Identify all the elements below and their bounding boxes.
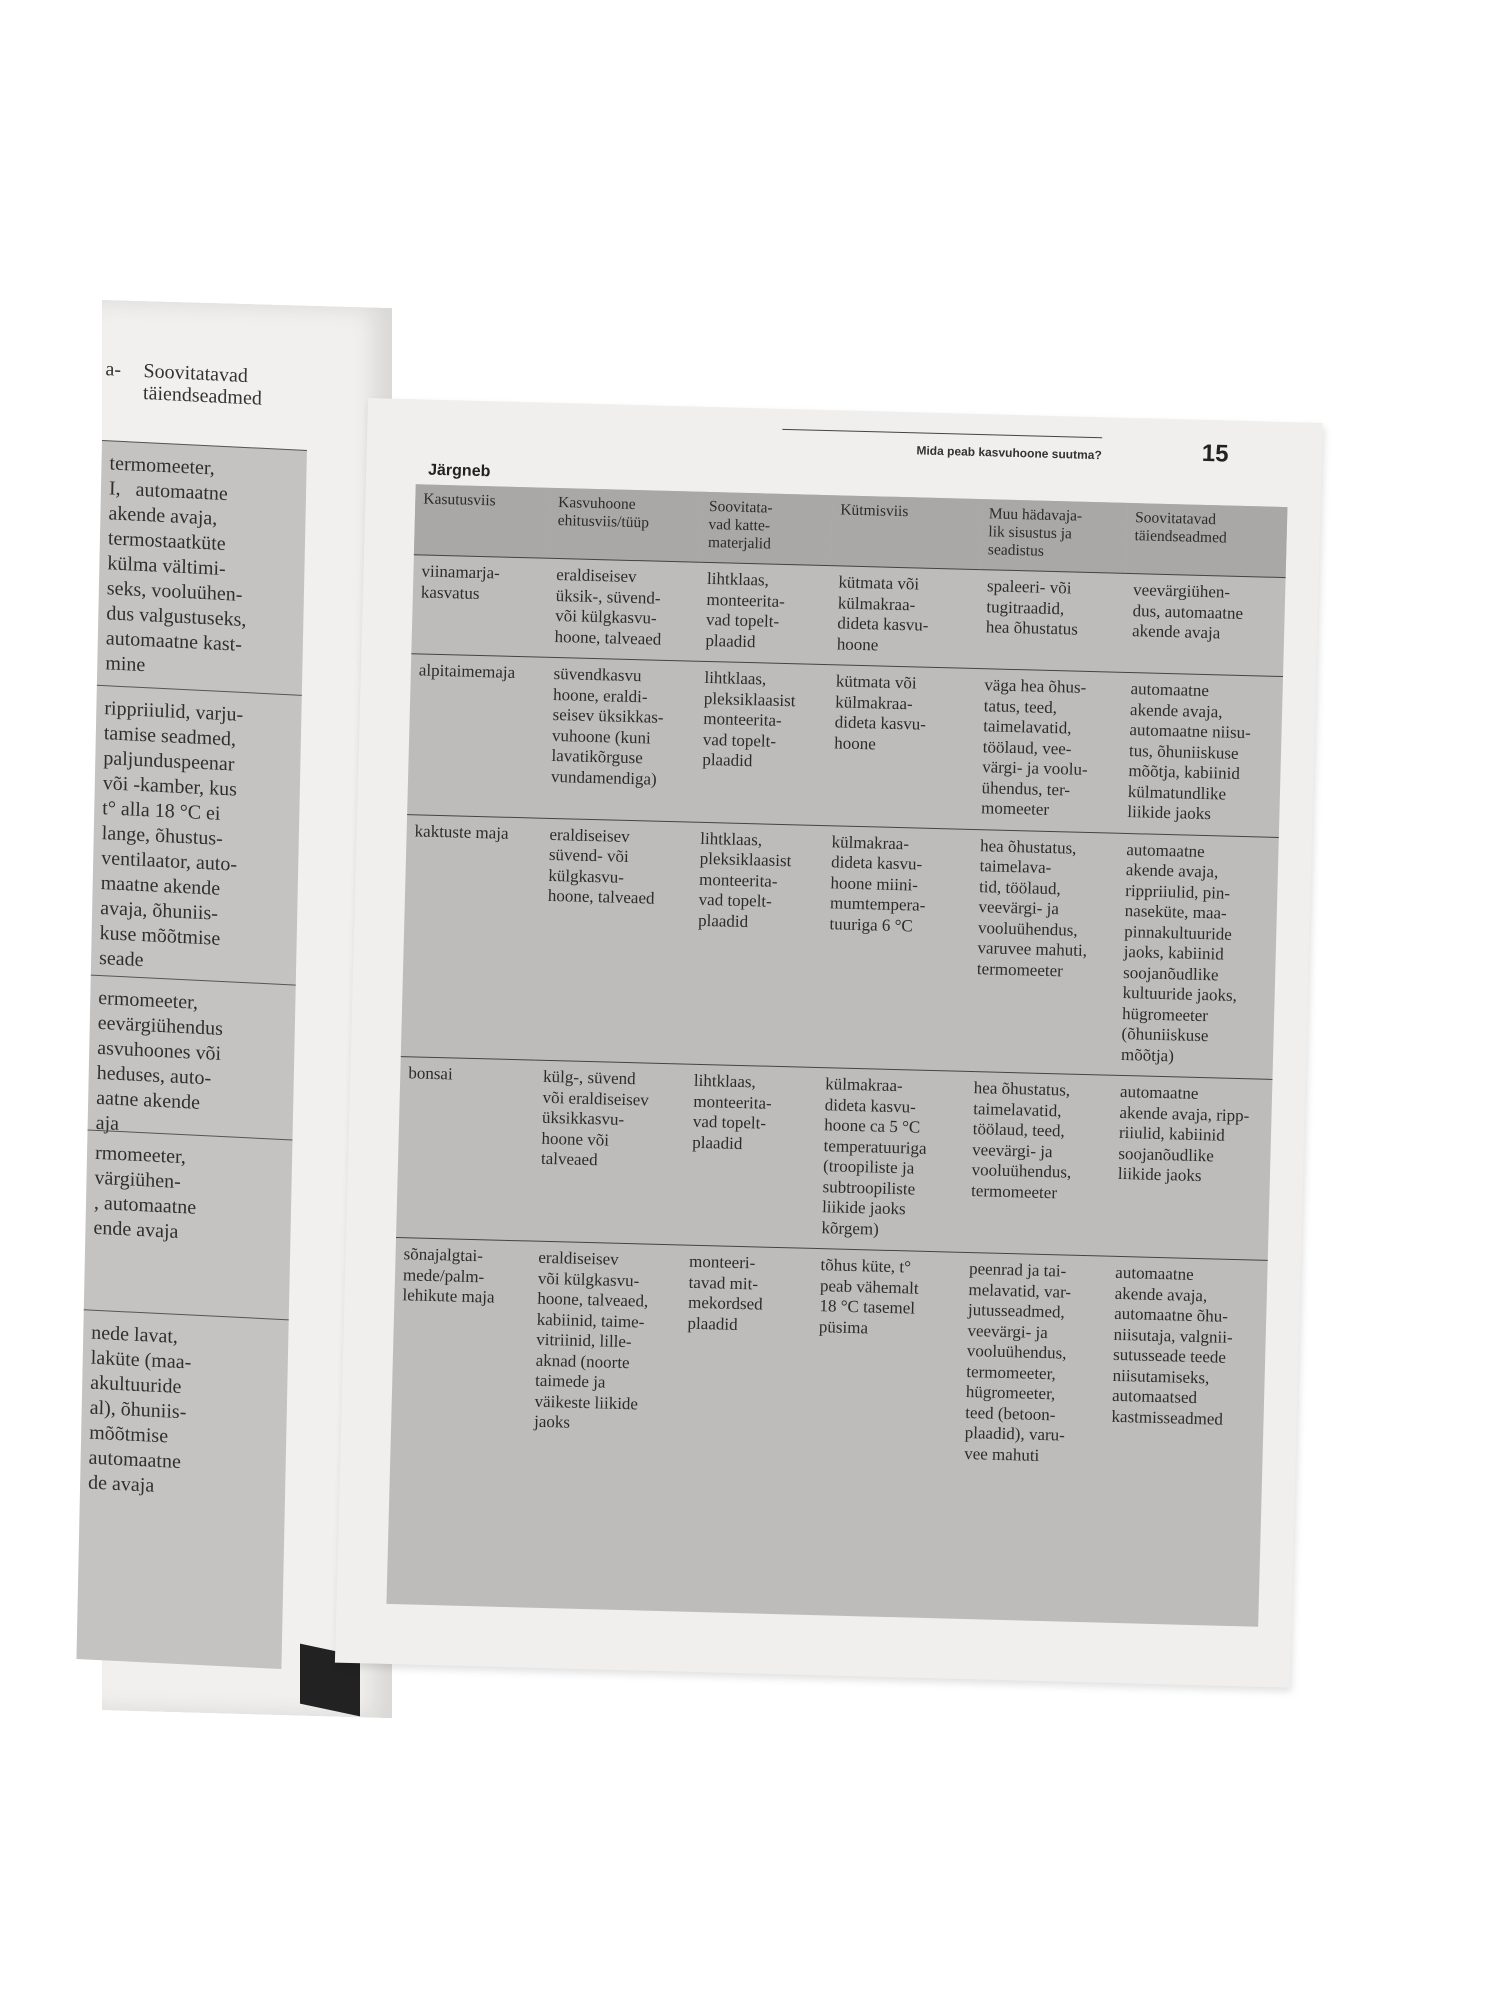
table-cell: automaatne akende avaja, ripp- riiulid, kabiinid soojanõudlike liikide jaoks	[1108, 1075, 1273, 1260]
row-label-cell: sõnajalgtai- mede/palm- lehikute maja	[402, 1244, 495, 1307]
table-cell: automaatne akende avaja, rippriiulid, pin- naseküte, maa- pinnakultuuride jaoks, kabiinid soojanõudlike kultuuride jaoks, hügromeeter (õhuniiskuse mõõtja)	[1112, 833, 1278, 1080]
table-cell: lihtklaas, pleksiklaasist monteerita- vad topelt- plaadid	[693, 661, 829, 825]
left-cell-line: termostaatküte	[107, 527, 226, 556]
header-cell: Soovitata- vad katte- materjalid	[700, 492, 833, 566]
left-cell-line: maatne akende	[100, 872, 221, 900]
row-label-cell: kaktuste maja	[401, 814, 542, 1060]
header-cell: Soovitatavad täiendseadmed	[1126, 503, 1288, 578]
left-cell-line: asvuhoones või	[97, 1036, 222, 1065]
left-cell-line: t° alla 18 °C ei	[102, 797, 221, 825]
table-cell: külg-, süvend või eraldiseisev üksikkasvu- hoone või talveaed	[531, 1060, 687, 1245]
left-table-cell	[91, 685, 302, 981]
left-cell-line: de avaja	[87, 1471, 155, 1497]
left-cell-line: automaatne	[88, 1446, 182, 1474]
row-label-cell: viinamarja- kasvatus	[411, 555, 548, 657]
continued-label: Järgneb	[427, 461, 491, 481]
table-cell: kütmata või külmakraa- dideta kasvu- hoone	[824, 665, 977, 829]
left-page-table	[76, 358, 307, 1669]
left-cell-line: , automaatne	[93, 1191, 197, 1219]
left-cell-line: I, automaatne	[108, 477, 229, 506]
left-cell-line: akende avaja,	[108, 502, 218, 530]
left-cell-line: ende avaja	[93, 1216, 179, 1243]
table-cell: eraldiseisev üksik-, süvend- või külgkasvu- hoone, talveaed	[546, 558, 699, 661]
table-cell: lihtklaas, pleksiklaasist monteerita- vad topelt- plaadid	[686, 822, 824, 1068]
left-cell-line: rippriiulid, varju-	[104, 697, 244, 726]
table-cell: monteeri- tavad mit- mekordsed plaadid	[687, 1251, 763, 1334]
left-cell-line: heduses, auto-	[96, 1061, 212, 1090]
left-cell-line: nede lavat,	[91, 1321, 179, 1348]
left-cell-line: laküte (maa-	[90, 1346, 192, 1374]
left-cell-line: al), õhuniis-	[89, 1396, 187, 1424]
left-header-line: täiendseadmed	[142, 382, 263, 410]
left-cell-line: termomeeter,	[109, 452, 215, 480]
left-cell-line: aatne akende	[95, 1086, 201, 1114]
left-cell-line: dus valgustuseks,	[106, 602, 247, 632]
left-cell-line: aja	[95, 1111, 120, 1135]
table-cell: tõhus küte, t° peab vähemalt 18 °C tasemel püsima	[818, 1255, 919, 1337]
left-header-line: Soovitatavad	[143, 360, 249, 388]
table-row	[390, 1238, 1267, 1482]
left-table-cell	[80, 1309, 289, 1505]
table-cell: spaleeri- või tugitraadid, hea õhustatus	[977, 570, 1126, 673]
left-cell-line: eevärgiühendus	[97, 1011, 224, 1041]
left-table-header	[102, 358, 308, 438]
left-cell-line: paljunduspeenar	[103, 747, 235, 776]
table-cell: külmakraa- dideta kasvu- hoone ca 5 °C temperatuuriga (troopiliste ja subtroopiliste liikide jaoks kõrgem)	[813, 1068, 966, 1253]
table-cell: lihtklaas, monteerita- vad topelt- plaadid	[697, 562, 831, 664]
left-cell-line: mine	[105, 652, 146, 677]
left-cell-line: või -kamber, kus	[102, 772, 238, 801]
table-cell: külmakraa- dideta kasvu- hoone miini- mumtempera- tuuriga 6 °C	[818, 825, 973, 1071]
left-cell-line: automaatne kast-	[105, 627, 243, 656]
left-cell-line: kuse mõõtmise	[99, 922, 221, 950]
table-cell: väga hea õhus- tatus, teed, taimelavatid, töölaud, vee- värgi- ja voolu- ühendus, ter- momeeter	[973, 669, 1123, 833]
greenhouse-table	[386, 484, 1287, 1626]
table-cell: süvendkasvu hoone, eraldi- seisev üksikkas- vuhoone (kuni lavatikõrguse vundamendiga)	[542, 657, 697, 821]
left-table-cell	[97, 440, 307, 686]
left-cell-line: ermomeeter,	[98, 986, 199, 1014]
header-cell: Muu hädavaja- lik sisustus ja seadistus	[979, 499, 1127, 573]
row-label-cell: bonsai	[396, 1057, 536, 1241]
running-head: Mida peab kasvuhoone suutma?	[781, 429, 1102, 470]
table-cell: peenrad ja tai- melavatid, var- jutusseadmed, veevärgi- ja vooluühendus, termomeeter, hügromeeter, teed (betoon- plaadid), varu- vee mahuti	[964, 1259, 1072, 1465]
left-header-fragment: a-	[105, 358, 122, 381]
table-row	[396, 1057, 1272, 1261]
table-cell: automaatne akende avaja, automaatne niisu- tus, õhuniiskuse mõõtja, kabiinid külmatundlike liikide jaoks	[1119, 672, 1283, 837]
table-cell: lihtklaas, monteerita- vad topelt- plaadid	[682, 1064, 818, 1248]
left-cell-line: külma vältimi-	[107, 552, 226, 581]
left-cell-line: akultuuride	[90, 1371, 182, 1399]
table-cell: veevärgiühen- dus, automaatne akende avaja	[1123, 573, 1286, 676]
left-cell-line: mõõtmise	[88, 1421, 169, 1448]
table-cell: eraldiseisev süvend- või külgkasvu- hoone, talveaed	[536, 818, 693, 1064]
table-cell: hea õhustatus, taimelava- tid, töölaud, veevärgi- ja vooluühendus, varuvee mahuti, termomeeter	[966, 829, 1119, 1075]
greenhouse-usage-table	[390, 484, 1287, 1481]
left-cell-line: seade	[98, 946, 144, 972]
left-cell-line: tamise seadmed,	[103, 722, 237, 751]
left-table-cell	[87, 975, 295, 1146]
left-cell-line: lange, õhustus-	[101, 822, 224, 850]
table-row	[407, 654, 1283, 837]
left-cell-line: avaja, õhuniis-	[99, 897, 219, 925]
right-page	[335, 398, 1323, 1688]
table-row	[401, 814, 1279, 1079]
row-label-cell: alpitaimemaja	[407, 654, 546, 818]
left-cell-line: seks, vooluühen-	[106, 577, 243, 606]
left-cell-line: ventilaator, auto-	[101, 847, 238, 876]
header-cell: Kasvuhoone ehitusviis/tüüp	[549, 488, 702, 562]
left-cell-line: värgiühen-	[94, 1166, 182, 1194]
left-table-cell	[85, 1129, 292, 1250]
header-cell: Kütmisviis	[831, 495, 981, 569]
header-cell: Kasutusviis	[414, 484, 551, 558]
table-cell: kütmata või külmakraa- dideta kasvu- hoone	[828, 566, 979, 669]
table-cell: eraldiseisev või külgkasvu- hoone, talveaed, kabiinid, taime- vitriinid, lille- aknad (noorte taimede ja väikeste liikide jaoks	[533, 1247, 649, 1432]
table-cell: hea õhustatus, taimelavatid, töölaud, teed, veevärgi- ja vooluühendus, termomeeter	[962, 1071, 1113, 1256]
page-number: 15	[1201, 439, 1229, 468]
table-cell: automaatne akende avaja, automaatne õhu- niisutaja, valgnii- sutusseade teede niisutamiseks, automaatsed kastmisseadmed	[1111, 1262, 1233, 1429]
left-cell-line: rmomeeter,	[94, 1141, 187, 1169]
